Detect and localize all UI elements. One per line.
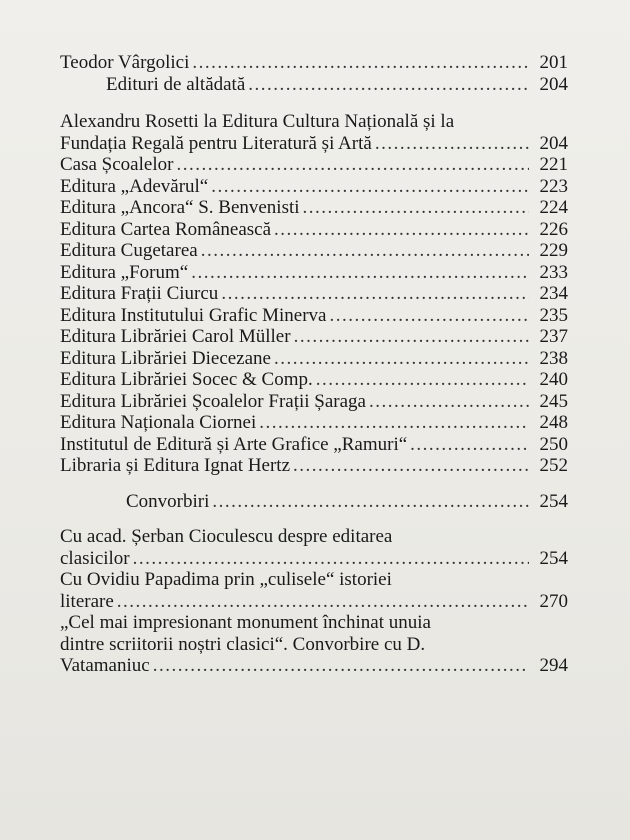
section-heading-page: 204 <box>539 73 568 95</box>
toc-entry-title: Fundația Regală pentru Literatură și Artă <box>60 132 372 154</box>
toc-entry-page: 223 <box>539 175 568 197</box>
toc-entry-title: Editura „Adevărul“ <box>60 175 209 197</box>
toc-entry-page: 240 <box>539 369 568 390</box>
dot-leader <box>303 197 529 219</box>
dot-leader <box>316 369 529 391</box>
dot-leader <box>259 412 529 434</box>
toc-entry-page: 237 <box>539 326 568 347</box>
toc-entry-title: Editura „Forum“ <box>60 261 189 283</box>
toc-entry-title: Editura Librăriei Diecezane <box>60 347 271 369</box>
toc-entry <box>60 391 568 413</box>
toc-entry-page: 254 <box>539 547 568 569</box>
toc-entry-title: Editura Librăriei Școalelor Frații Șaraga <box>60 390 366 412</box>
toc-entry-title: Editura „Ancora“ S. Benvenisti <box>60 197 300 218</box>
toc-entry-rosetti <box>60 133 568 155</box>
toc-entry <box>60 305 568 327</box>
toc-entry-conv2 <box>60 591 568 613</box>
dot-leader <box>375 133 529 155</box>
toc-entry-title: Vatamaniuc <box>60 655 150 676</box>
toc-entry-conv3 <box>60 655 568 677</box>
dot-leader <box>294 326 529 348</box>
toc-entry-page: 201 <box>539 52 568 73</box>
toc-entry-conv3-line2: dintre scriitorii noștri clasici“. Convorbire cu D. <box>60 633 426 655</box>
toc-entry-title: Editura Cartea Românească <box>60 218 272 240</box>
dot-leader <box>192 52 529 74</box>
toc-entry-page: 224 <box>539 197 568 218</box>
toc-entry <box>60 326 568 348</box>
toc-entry-conv3-line1: „Cel mai impresionant monument închinat unuia <box>60 612 431 633</box>
toc-entry-page: 234 <box>539 283 568 304</box>
toc-entry <box>60 412 568 434</box>
toc-entry-page: 233 <box>539 261 568 283</box>
spacer <box>60 477 568 491</box>
toc-entry <box>60 240 568 262</box>
dot-leader <box>274 219 529 241</box>
toc-entry-page: 245 <box>539 390 568 412</box>
dot-leader <box>117 591 529 613</box>
dot-leader <box>293 455 529 477</box>
section-heading-convorbiri <box>60 491 568 513</box>
toc-entry-title: Teodor Vârgolici <box>60 52 190 73</box>
toc-entry-title: Editura Frații Ciurcu <box>60 283 219 304</box>
toc-entry-conv2-line1: Cu Ovidiu Papadima prin „culisele“ istoriei <box>60 569 392 590</box>
toc-entry <box>60 348 568 370</box>
toc-entry <box>60 455 568 477</box>
section-heading-title: Edituri de altădată <box>106 73 246 95</box>
dot-leader <box>133 548 529 570</box>
toc-entry-title: literare <box>60 590 114 612</box>
toc-entry-page: 294 <box>539 655 568 676</box>
toc-entry-title: Editura Naționala Ciornei <box>60 412 257 433</box>
toc-entry-title: Editura Institutului Grafic Minerva <box>60 304 327 326</box>
toc-entry-page: 229 <box>539 240 568 261</box>
toc-entry-title: Editura Librăriei Socec & Comp. <box>60 369 313 390</box>
section-heading-title: Convorbiri <box>126 490 210 512</box>
toc-entry-title: Institutul de Editură și Arte Grafice „Ramuri“ <box>60 433 408 455</box>
dot-leader <box>153 655 529 677</box>
toc-entry <box>60 262 568 284</box>
spacer <box>60 95 568 111</box>
section-heading-page: 254 <box>539 490 568 512</box>
dot-leader <box>211 176 529 198</box>
toc-entry <box>60 154 568 176</box>
toc-entry-title: Casa Școalelor <box>60 154 174 175</box>
dot-leader <box>369 391 529 413</box>
toc-entry-page: 248 <box>539 412 568 433</box>
toc-entry-title: Editura Cugetarea <box>60 240 198 261</box>
toc-entry-page: 238 <box>539 347 568 369</box>
dot-leader <box>274 348 529 370</box>
toc-entry-page: 226 <box>539 218 568 240</box>
toc-entry <box>60 219 568 241</box>
toc-entry <box>60 283 568 305</box>
table-of-contents <box>60 52 568 677</box>
dot-leader <box>176 154 529 176</box>
toc-entry-page: 235 <box>539 304 568 326</box>
spacer <box>60 512 568 526</box>
dot-leader <box>201 240 529 262</box>
dot-leader <box>410 434 529 456</box>
toc-entry-page: 270 <box>539 590 568 612</box>
dot-leader <box>329 305 529 327</box>
dot-leader <box>248 74 529 96</box>
toc-entry <box>60 434 568 456</box>
dot-leader <box>221 283 529 305</box>
toc-entry-title: clasicilor <box>60 547 130 569</box>
dot-leader <box>191 262 529 284</box>
toc-entry-conv1 <box>60 548 568 570</box>
section-heading-edituri <box>60 74 568 96</box>
toc-entry-page: 221 <box>539 154 568 175</box>
toc-entry <box>60 176 568 198</box>
toc-entry <box>60 369 568 391</box>
dot-leader <box>212 491 529 513</box>
toc-entry-title: Editura Librăriei Carol Müller <box>60 326 291 347</box>
toc-entry-author <box>60 52 568 74</box>
toc-entry-page: 204 <box>539 132 568 154</box>
toc-entry-conv1-line1: Cu acad. Șerban Cioculescu despre editarea <box>60 526 393 547</box>
toc-entry-rosetti-line1: Alexandru Rosetti la Editura Cultura Națională și la <box>60 111 455 132</box>
toc-entry-page: 250 <box>539 433 568 455</box>
toc-entry-title: Libraria și Editura Ignat Hertz <box>60 455 291 476</box>
toc-entry-page: 252 <box>539 455 568 476</box>
toc-entry <box>60 197 568 219</box>
